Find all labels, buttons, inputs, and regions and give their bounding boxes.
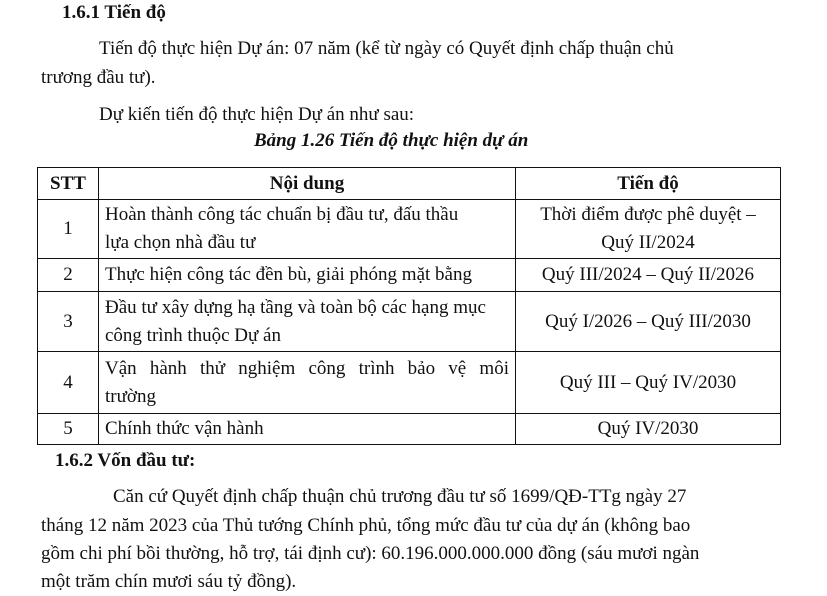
paragraph-intro: Dự kiến tiến độ thực hiện Dự án như sau: xyxy=(99,104,415,125)
investment-line1: Căn cứ Quyết định chấp thuận chủ trương đầu tư số 1699/QĐ-TTg ngày 27 xyxy=(113,486,687,507)
row-schedule: Quý III – Quý IV/2030 xyxy=(516,352,781,414)
table-row xyxy=(38,292,781,352)
paragraph-duration-line2: trương đầu tư). xyxy=(41,67,156,88)
row-stt: 3 xyxy=(38,292,99,352)
row-stt: 4 xyxy=(38,352,99,414)
content-line: Đầu tư xây dựng hạ tầng và toàn bộ các hạng mục xyxy=(105,296,486,318)
row-content xyxy=(99,292,516,352)
row-content xyxy=(99,200,516,259)
investment-line3: gồm chi phí bồi thường, hỗ trợ, tái định cư): 60.196.000.000.000 đồng (sáu mươi ngàn xyxy=(41,543,700,564)
row-stt: 2 xyxy=(38,259,99,292)
section-heading-tien-do: 1.6.1 Tiến độ xyxy=(62,2,166,23)
investment-line2: tháng 12 năm 2023 của Thủ tướng Chính phủ, tổng mức đầu tư của dự án (không bao xyxy=(41,515,691,536)
row-schedule: Quý I/2026 – Quý III/2030 xyxy=(516,292,781,352)
section-heading-von-dau-tu: 1.6.2 Vốn đầu tư: xyxy=(55,450,196,471)
header-stt: STT xyxy=(38,168,99,200)
investment-line4: một trăm chín mươi sáu tỷ đồng). xyxy=(41,571,297,592)
table-row xyxy=(38,200,781,259)
header-schedule: Tiến độ xyxy=(516,168,781,200)
content-line: công trình thuộc Dự án xyxy=(105,324,281,346)
content-line: lựa chọn nhà đầu tư xyxy=(105,232,256,253)
table-row xyxy=(38,414,781,445)
content-line: trường xyxy=(105,385,156,407)
row-content: Thực hiện công tác đền bù, giải phóng mặt bằng xyxy=(99,259,516,292)
paragraph-duration-line1: Tiến độ thực hiện Dự án: 07 năm (kể từ ngày có Quyết định chấp thuận chủ xyxy=(99,38,674,59)
content-line: Hoàn thành công tác chuẩn bị đầu tư, đấu thầu xyxy=(105,204,459,225)
table-row xyxy=(38,259,781,292)
row-schedule: Quý III/2024 – Quý II/2026 xyxy=(516,259,781,292)
content-line: Vận hành thử nghiệm công trình bảo vệ môi xyxy=(105,357,509,379)
header-content: Nội dung xyxy=(99,168,516,200)
schedule-table xyxy=(37,167,781,445)
row-schedule xyxy=(516,200,781,259)
table-row xyxy=(38,352,781,414)
row-schedule: Quý IV/2030 xyxy=(516,414,781,445)
schedule-line: Quý II/2024 xyxy=(601,232,695,253)
row-content: Chính thức vận hành xyxy=(99,414,516,445)
row-stt: 1 xyxy=(38,200,99,259)
table-header-row xyxy=(38,168,781,200)
schedule-line: Thời điểm được phê duyệt – xyxy=(540,204,756,225)
table-caption: Bảng 1.26 Tiến độ thực hiện dự án xyxy=(254,130,529,151)
row-content xyxy=(99,352,516,414)
row-stt: 5 xyxy=(38,414,99,445)
